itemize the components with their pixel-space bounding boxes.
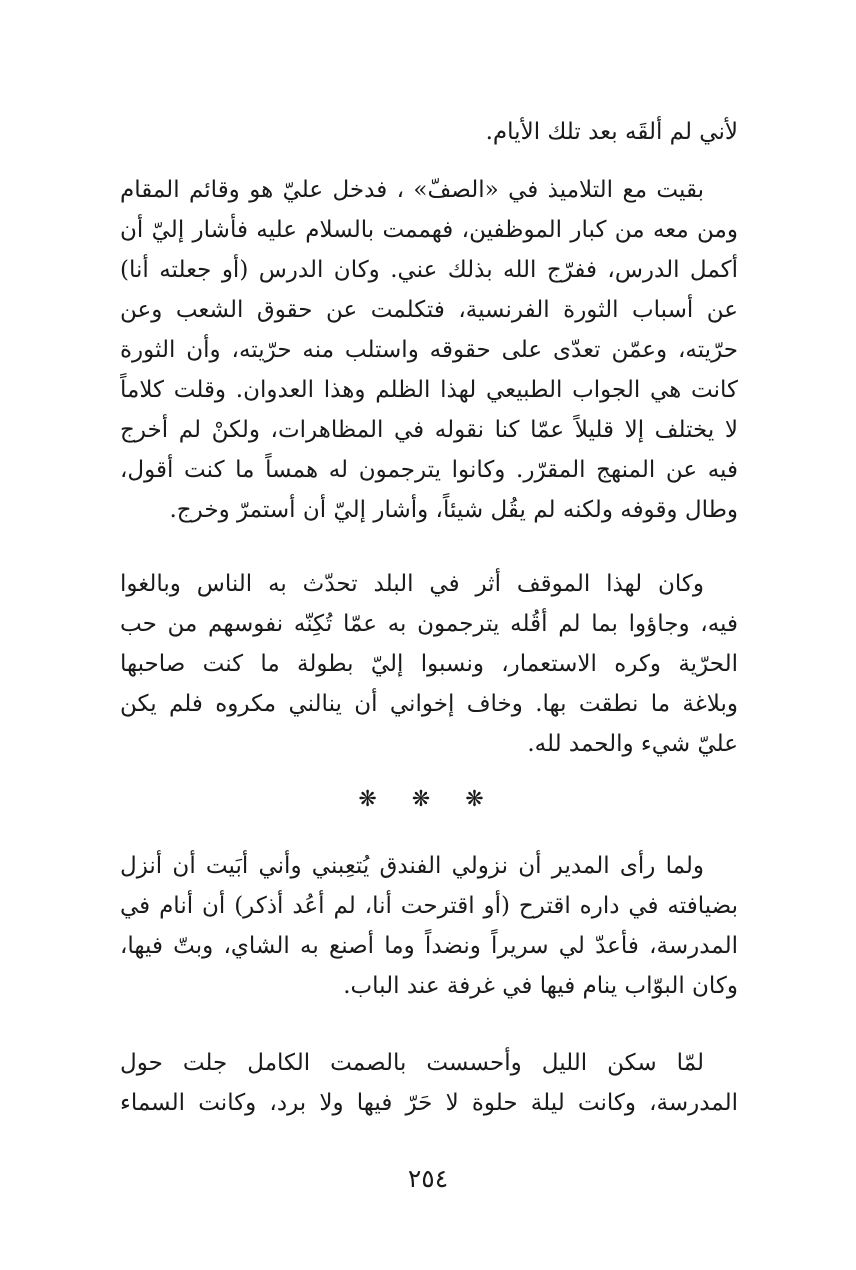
paragraph-night [120, 1043, 738, 1123]
text-line: أكمل الدرس، ففرّج الله بذلك عني. وكان الدرس (أو جعلته أنا) [120, 257, 738, 283]
page-number: ٢٥٤ [407, 1164, 449, 1193]
text-line: فيه، وجاؤوا بما لم أقُله يترجمون به عمّا تُكِنّه نفوسهم من حب [120, 611, 738, 637]
text-line: كانت هي الجواب الطبيعي لهذا الظلم وهذا العدوان. وقلت كلاماً [120, 377, 738, 403]
text-line: المدرسة، وكانت ليلة حلوة لا حَرّ فيها ولا برد، وكانت السماء [120, 1090, 738, 1116]
text-line: بضيافته في داره اقترح (أو اقترحت أنا، لم أعُد أذكر) أن أنام في [120, 893, 738, 919]
text-line: لأني لم ألقَه بعد تلك الأيام. [485, 119, 738, 145]
paragraph-reaction [120, 564, 738, 764]
paragraph-continuation [120, 112, 738, 152]
text-line: عن أسباب الثورة الفرنسية، فتكلمت عن حقوق الشعب وعن [120, 297, 738, 323]
paragraph-school-stay [120, 846, 738, 1006]
text-line: ومن معه من كبار الموظفين، فهممت بالسلام عليه فأشار إليّ أن [120, 217, 738, 243]
text-line: وطال وقوفه ولكنه لم يقُل شيئاً، وأشار إليّ أن أستمرّ وخرج. [169, 497, 738, 523]
paragraph-classroom [120, 170, 738, 530]
text-line: بقيت مع التلاميذ في «الصفّ» ، فدخل عليّ هو وقائم المقام [120, 177, 704, 203]
text-line: حرّيته، وعمّن تعدّى على حقوقه واستلب منه حرّيته، وأن الثورة [120, 337, 738, 363]
text-line: ولما رأى المدير أن نزولي الفندق يُتعِبني وأني أبَيت أن أنزل [120, 853, 704, 879]
text-line: الحرّية وكره الاستعمار، ونسبوا إليّ بطولة ما كنت صاحبها [120, 651, 738, 677]
section-separator: ❋ ❋ ❋ [358, 787, 498, 812]
text-line: المدرسة، فأعدّ لي سريراً ونضداً وما أصنع به الشاي، وبتّ فيها، [120, 933, 738, 959]
text-line: وكان لهذا الموقف أثر في البلد تحدّث به الناس وبالغوا [120, 571, 704, 597]
text-line: وبلاغة ما نطقت بها. وخاف إخواني أن ينالني مكروه فلم يكن [120, 691, 738, 717]
text-line: فيه عن المنهج المقرّر. وكانوا يترجمون له همساً ما كنت أقول، [120, 457, 738, 483]
text-line: لمّا سكن الليل وأحسست بالصمت الكامل جلت حول [120, 1050, 704, 1076]
text-line: وكان البوّاب ينام فيها في غرفة عند الباب. [343, 973, 738, 999]
text-line: لا يختلف إلا قليلاً عمّا كنا نقوله في المظاهرات، ولكنْ لم أخرج [120, 417, 738, 443]
text-line: عليّ شيء والحمد لله. [527, 731, 738, 757]
